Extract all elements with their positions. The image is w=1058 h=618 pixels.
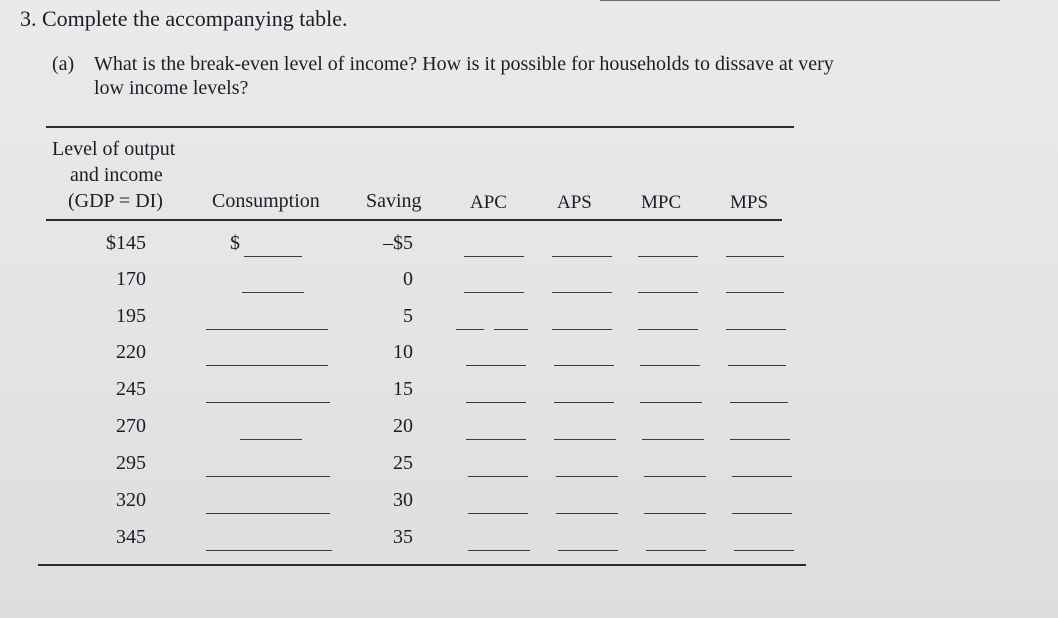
apc-blank[interactable] [468,550,530,551]
mpc-blank[interactable] [640,365,700,366]
header-mpc: MPC [641,192,682,213]
table-bottom-rule [38,564,806,566]
consumption-blank[interactable] [206,402,330,403]
subquestion-letter: (a) [52,53,75,75]
header-saving: Saving [366,190,422,212]
aps-blank[interactable] [552,292,612,293]
gdp-cell: 320 [116,489,146,511]
header-mps: MPS [730,192,769,213]
mps-blank[interactable] [728,365,786,366]
mpc-blank[interactable] [640,402,702,403]
table-row [0,489,1058,525]
consumption-blank[interactable] [244,256,302,257]
mpc-blank[interactable] [644,476,706,477]
apc-blank[interactable] [466,439,526,440]
top-divider [600,0,1000,1]
apc-blank[interactable] [456,329,484,330]
question-number: 3. [20,6,37,31]
table-row [0,526,1058,562]
table-row [0,341,1058,377]
consumption-blank[interactable] [206,476,330,477]
saving-cell: –$5 [383,232,413,254]
gdp-cell: 270 [116,415,146,437]
apc-blank[interactable] [464,256,524,257]
gdp-cell: 345 [116,526,146,548]
header-level-line2: and income [70,164,163,186]
subquestion-a [52,52,1012,100]
header-aps: APS [557,192,592,213]
mpc-blank[interactable] [638,292,698,293]
consumption-blank[interactable] [242,292,304,293]
mps-blank[interactable] [726,329,786,330]
aps-blank[interactable] [552,256,612,257]
question-text: Complete the accompanying table. [42,6,348,31]
gdp-cell: 170 [116,268,146,290]
gdp-cell: $145 [106,232,146,254]
gdp-cell: 195 [116,305,146,327]
saving-cell: 25 [393,452,413,474]
saving-cell: 5 [403,305,413,327]
gdp-cell: 245 [116,378,146,400]
consumption-blank[interactable] [206,365,328,366]
subquestion-line2: low income levels? [94,77,249,99]
apc-blank[interactable] [466,402,526,403]
mpc-blank[interactable] [638,329,698,330]
mps-blank[interactable] [726,256,784,257]
table-row [0,378,1058,414]
mps-blank[interactable] [730,402,788,403]
saving-cell: 35 [393,526,413,548]
consumption-blank[interactable] [206,329,328,330]
table-row [0,268,1058,304]
header-level-line3: (GDP = DI) [68,190,163,212]
table-row [0,305,1058,341]
saving-cell: 15 [393,378,413,400]
mps-blank[interactable] [732,476,792,477]
mpc-blank[interactable] [644,513,706,514]
gdp-cell: 295 [116,452,146,474]
apc-blank-part2[interactable] [494,329,528,330]
mpc-blank[interactable] [646,550,706,551]
aps-blank[interactable] [554,439,616,440]
table-top-rule [46,126,794,128]
mpc-blank[interactable] [642,439,704,440]
apc-blank[interactable] [464,292,524,293]
aps-blank[interactable] [558,550,618,551]
consumption-dollar-sign: $ [230,232,240,254]
subquestion-line1: What is the break-even level of income? How is it possible for households to dissave at very [94,53,834,75]
header-level-line1: Level of output [52,138,176,160]
mps-blank[interactable] [734,550,794,551]
mps-blank[interactable] [730,439,790,440]
mpc-blank[interactable] [638,256,698,257]
question-heading [20,6,347,32]
aps-blank[interactable] [552,329,612,330]
mps-blank[interactable] [726,292,784,293]
header-apc: APC [470,192,507,213]
apc-blank[interactable] [466,365,526,366]
consumption-blank[interactable] [240,439,302,440]
saving-cell: 10 [393,341,413,363]
aps-blank[interactable] [554,365,614,366]
header-consumption: Consumption [212,190,320,212]
aps-blank[interactable] [556,476,618,477]
consumption-blank[interactable] [206,550,332,551]
apc-blank[interactable] [468,513,528,514]
consumption-blank[interactable] [206,513,330,514]
saving-cell: 20 [393,415,413,437]
apc-blank[interactable] [468,476,528,477]
table-row [0,452,1058,488]
table-header-rule [46,219,782,221]
table-row [0,232,1058,268]
mps-blank[interactable] [732,513,792,514]
saving-cell: 30 [393,489,413,511]
saving-cell: 0 [403,268,413,290]
aps-blank[interactable] [554,402,614,403]
aps-blank[interactable] [556,513,618,514]
table-row [0,415,1058,451]
gdp-cell: 220 [116,341,146,363]
